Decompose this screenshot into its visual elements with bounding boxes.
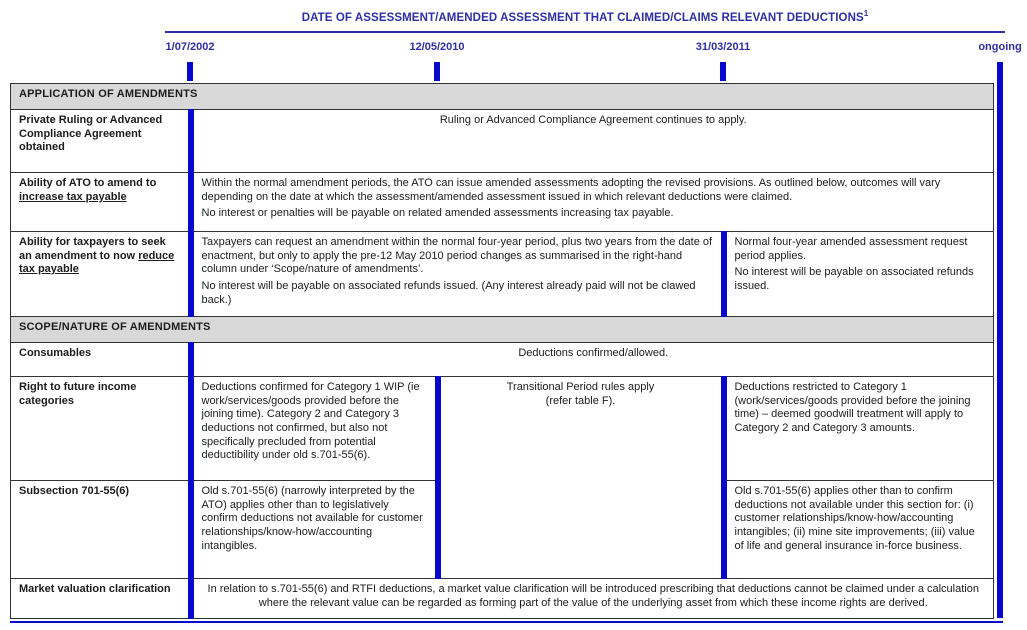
paragraph: No interest or penalties will be payable on related amended assessments increasing tax payable. xyxy=(201,207,674,220)
paragraph: Taxpayers can request an amendment within the normal four-year period, plus two years from the date of enactment, but only to apply the pre-12 May 2010 period changes as summarised in the right-hand column under ‘Scope/nature of amendments’. xyxy=(201,236,713,276)
row-label-rtfi: Right to future income categories xyxy=(11,377,191,481)
section-header-scope: SCOPE/NATURE OF AMENDMENTS xyxy=(11,317,994,343)
table-row xyxy=(11,579,994,619)
cell-private-ruling-content: Ruling or Advanced Compliance Agreement continues to apply. xyxy=(191,110,994,173)
table-row xyxy=(11,173,994,232)
timeline-date-2011: 31/03/2011 xyxy=(695,41,751,53)
label-underlined: reduce tax payable xyxy=(19,249,175,276)
paragraph: No interest will be payable on associated refunds issued. xyxy=(734,266,974,292)
transitional-line: Transitional Period rules apply xyxy=(506,381,655,393)
table-row xyxy=(11,232,994,317)
cell-subsection-post2011: Old s.701-55(6) applies other than to confirm deductions not available under this section for: (i) customer relationships/know-how/accounting intangibles; (ii) mine site improvements; (iii) value of life and general insurance in-force business. xyxy=(724,481,994,579)
amendments-table xyxy=(10,83,994,619)
section-header-row xyxy=(11,84,994,110)
table-row xyxy=(11,377,994,481)
paragraph: Within the normal amendment periods, the ATO can issue amended assessments adopting the revised provisions. As outlined below, outcomes will vary depending on the date at which the assessment/amended assessment issued in which relevant deductions were claimed. xyxy=(201,177,941,203)
timeline-title xyxy=(165,9,1005,24)
cell-subsection-pre2010: Old s.701-55(6) (narrowly interpreted by the ATO) applies other than to legislatively confirm deductions not available for customer relationships/know-how/accounting intangibles. xyxy=(191,481,438,579)
paragraph: No interest will be payable on associated refunds issued. (Any interest already paid will not be clawed back.) xyxy=(201,279,696,306)
row-label-subsection: Subsection 701-55(6) xyxy=(11,481,191,579)
timeline-title-text: DATE OF ASSESSMENT/AMENDED ASSESSMENT THAT CLAIMED/CLAIMS RELEVANT DEDUCTIONS xyxy=(301,11,864,24)
transitional-line: (refer table F). xyxy=(545,394,616,407)
cell-taxpayer-reduce-pre2011 xyxy=(191,232,724,317)
table-row xyxy=(11,110,994,173)
row-label-private-ruling: Private Ruling or Advanced Compliance Agreement obtained xyxy=(11,110,191,173)
paragraph: Normal four-year amended assessment request period applies. xyxy=(734,236,968,262)
cell-rtfi-post2011: Deductions restricted to Category 1 (work/services/goods provided before the joining time) – deemed goodwill treatment will apply to Category 2 and Category 3 amounts. xyxy=(724,377,994,481)
timeline-date-2002: 1/07/2002 xyxy=(165,41,215,53)
timeline-tick-2010 xyxy=(434,62,440,81)
section-header-row xyxy=(11,317,994,343)
cell-taxpayer-reduce-post2011 xyxy=(724,232,994,317)
section-header-application: APPLICATION OF AMENDMENTS xyxy=(11,84,994,110)
label-plain: Ability for taxpayers to seek an amendment to now xyxy=(19,236,166,262)
row-label-consumables: Consumables xyxy=(11,343,191,377)
table-bottom-rule xyxy=(10,621,1003,623)
row-label-taxpayer-reduce xyxy=(11,232,191,317)
row-label-market-valuation: Market valuation clarification xyxy=(11,579,191,619)
timeline-tick-2011 xyxy=(720,62,726,81)
timeline-date-ongoing: ongoing xyxy=(978,41,1022,53)
cell-ato-increase-content xyxy=(191,173,994,232)
cell-transitional-period xyxy=(438,377,724,579)
timeline-title-footnote: 1 xyxy=(863,9,869,18)
cell-rtfi-pre2010: Deductions confirmed for Category 1 WIP (ie work/services/goods provided before the joining time). Category 2 and Category 3 deductions not confirmed, but also not specifically precluded from potential deductibility under old s.701-55(6). xyxy=(191,377,438,481)
cell-consumables-content: Deductions confirmed/allowed. xyxy=(191,343,994,377)
row-label-ato-increase xyxy=(11,173,191,232)
label-underlined: increase tax payable xyxy=(19,190,127,203)
label-plain: Ability of ATO to amend to xyxy=(19,177,157,189)
cell-market-valuation-content: In relation to s.701-55(6) and RTFI deductions, a market value clarification will be introduced prescribing that deductions cannot be claimed under a calculation where the relevant value can be regarded as forming part of the value of the underlying asset from which these income rights are derived. xyxy=(191,579,994,619)
table-row xyxy=(11,343,994,377)
ongoing-column-bar xyxy=(997,62,1003,618)
timeline-axis-line xyxy=(165,31,1005,33)
timeline-tick-2002 xyxy=(187,62,193,81)
timeline-date-2010: 12/05/2010 xyxy=(409,41,465,53)
